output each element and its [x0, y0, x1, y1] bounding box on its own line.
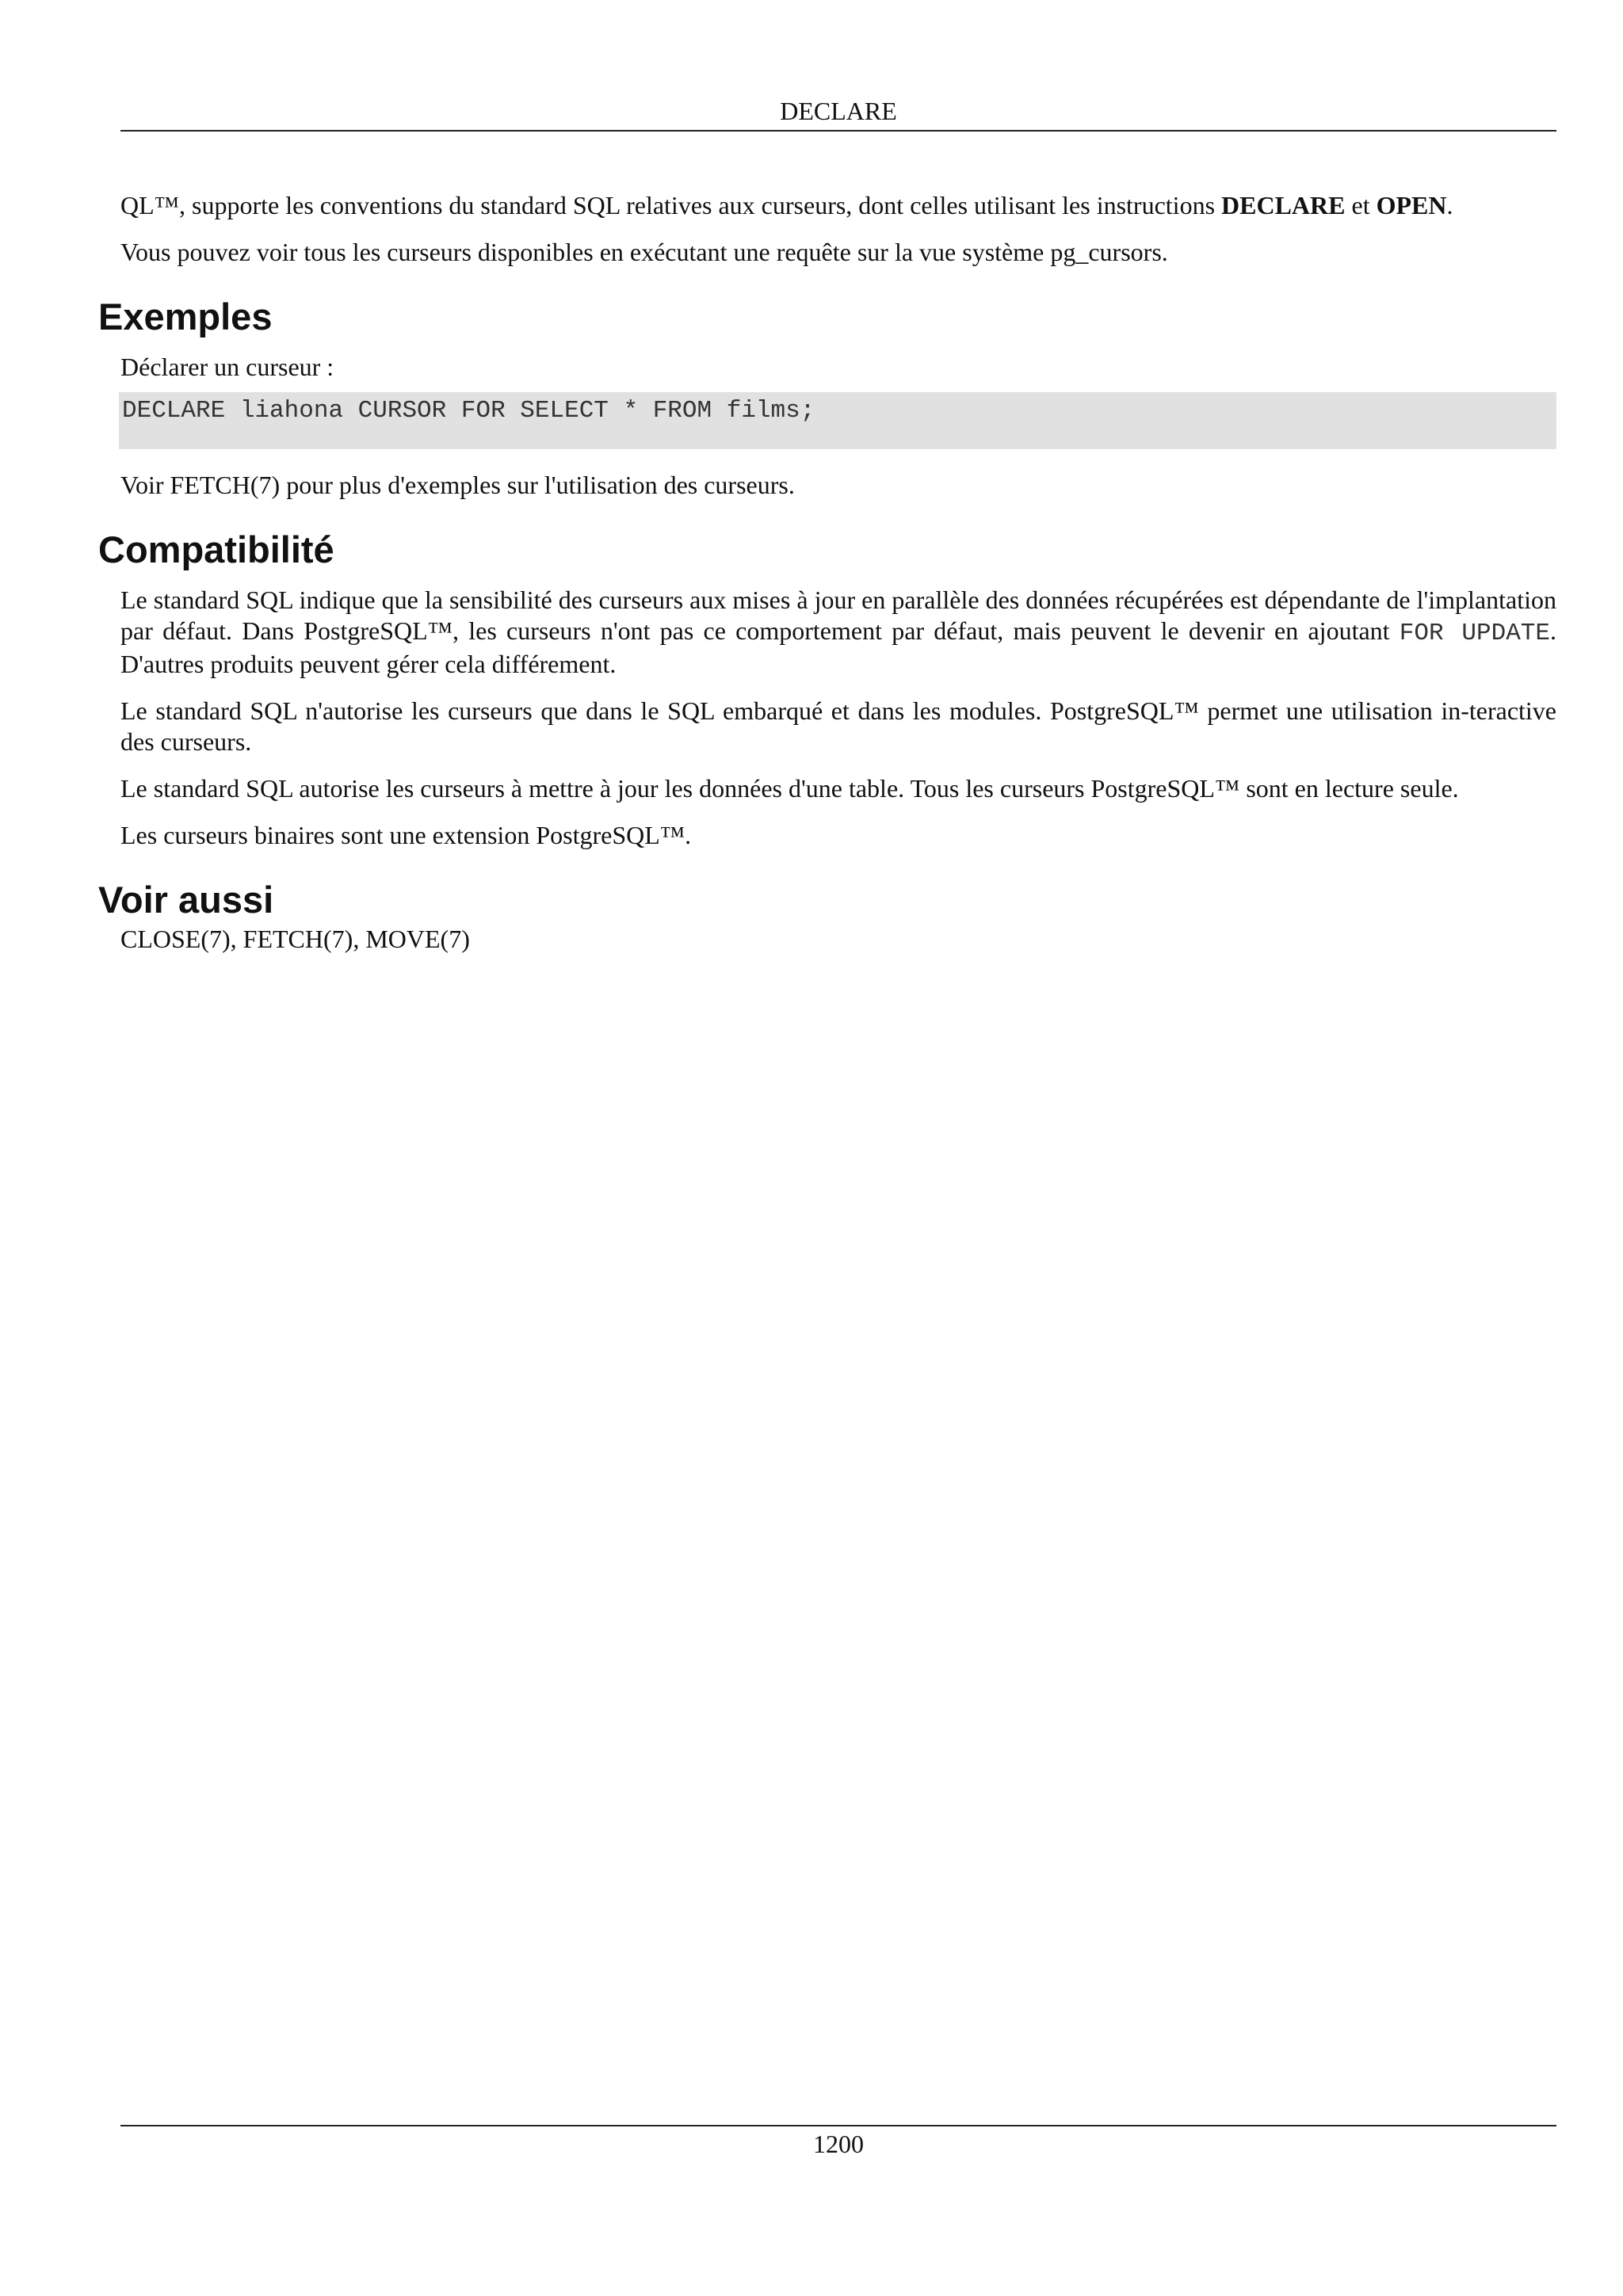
compat-text-end: . D'autres produits peuvent gérer cela différement. — [120, 616, 1557, 678]
page-footer — [120, 2125, 1556, 2161]
section-heading-voir-aussi: Voir aussi — [98, 879, 274, 921]
page-header — [120, 92, 1556, 132]
section-heading-compatibilite: Compatibilité — [98, 528, 334, 570]
compat-text: Le standard SQL indique que la sensibilité des curseurs aux mises à jour en parallèle des données récupérées est dépendante de l'implantation par défaut. Dans PostgreSQL™, les curseurs n'ont pas ce comportement par défaut, mais peuvent le devenir en ajoutant — [120, 585, 1556, 645]
page-content — [98, 190, 1557, 971]
compat-paragraph-3: Le standard SQL autorise les curseurs à mettre à jour les données d'une table. Tous les curseurs PostgreSQL™ sont en lecture seule. — [120, 774, 1459, 803]
keyword-open: OPEN — [1376, 191, 1447, 219]
intro-paragraph-2: Vous pouvez voir tous les curseurs disponibles en exécutant une requête sur la vue système pg_cursors. — [120, 238, 1168, 266]
intro-text-end: . — [1446, 191, 1453, 219]
intro-paragraph-1 — [120, 190, 1556, 221]
seealso-links: CLOSE(7), FETCH(7), MOVE(7) — [120, 925, 470, 953]
compat-paragraph-4: Les curseurs binaires sont une extension PostgreSQL™. — [120, 821, 692, 849]
inline-code-for-update: FOR UPDATE — [1399, 620, 1551, 647]
compat-paragraph-1 — [120, 585, 1556, 680]
keyword-declare: DECLARE — [1221, 191, 1346, 219]
intro-text-and: et — [1345, 191, 1377, 219]
examples-after: Voir FETCH(7) pour plus d'exemples sur l'utilisation des curseurs. — [120, 471, 795, 499]
page-number: 1200 — [813, 2130, 864, 2158]
compat-paragraph-2: Le standard SQL n'autorise les curseurs que dans le SQL embarqué et dans les modules. PostgreSQL™ permet une utilisation in-teractive des curseurs. — [120, 696, 1556, 756]
examples-lead: Déclarer un curseur : — [120, 353, 334, 381]
section-heading-exemples: Exemples — [98, 296, 273, 338]
intro-text: QL™, supporte les conventions du standard SQL relatives aux curseurs, dont celles utilisant les instructions — [120, 191, 1222, 219]
header-title: DECLARE — [780, 97, 897, 125]
code-block: DECLARE liahona CURSOR FOR SELECT * FROM films; — [119, 392, 1556, 449]
